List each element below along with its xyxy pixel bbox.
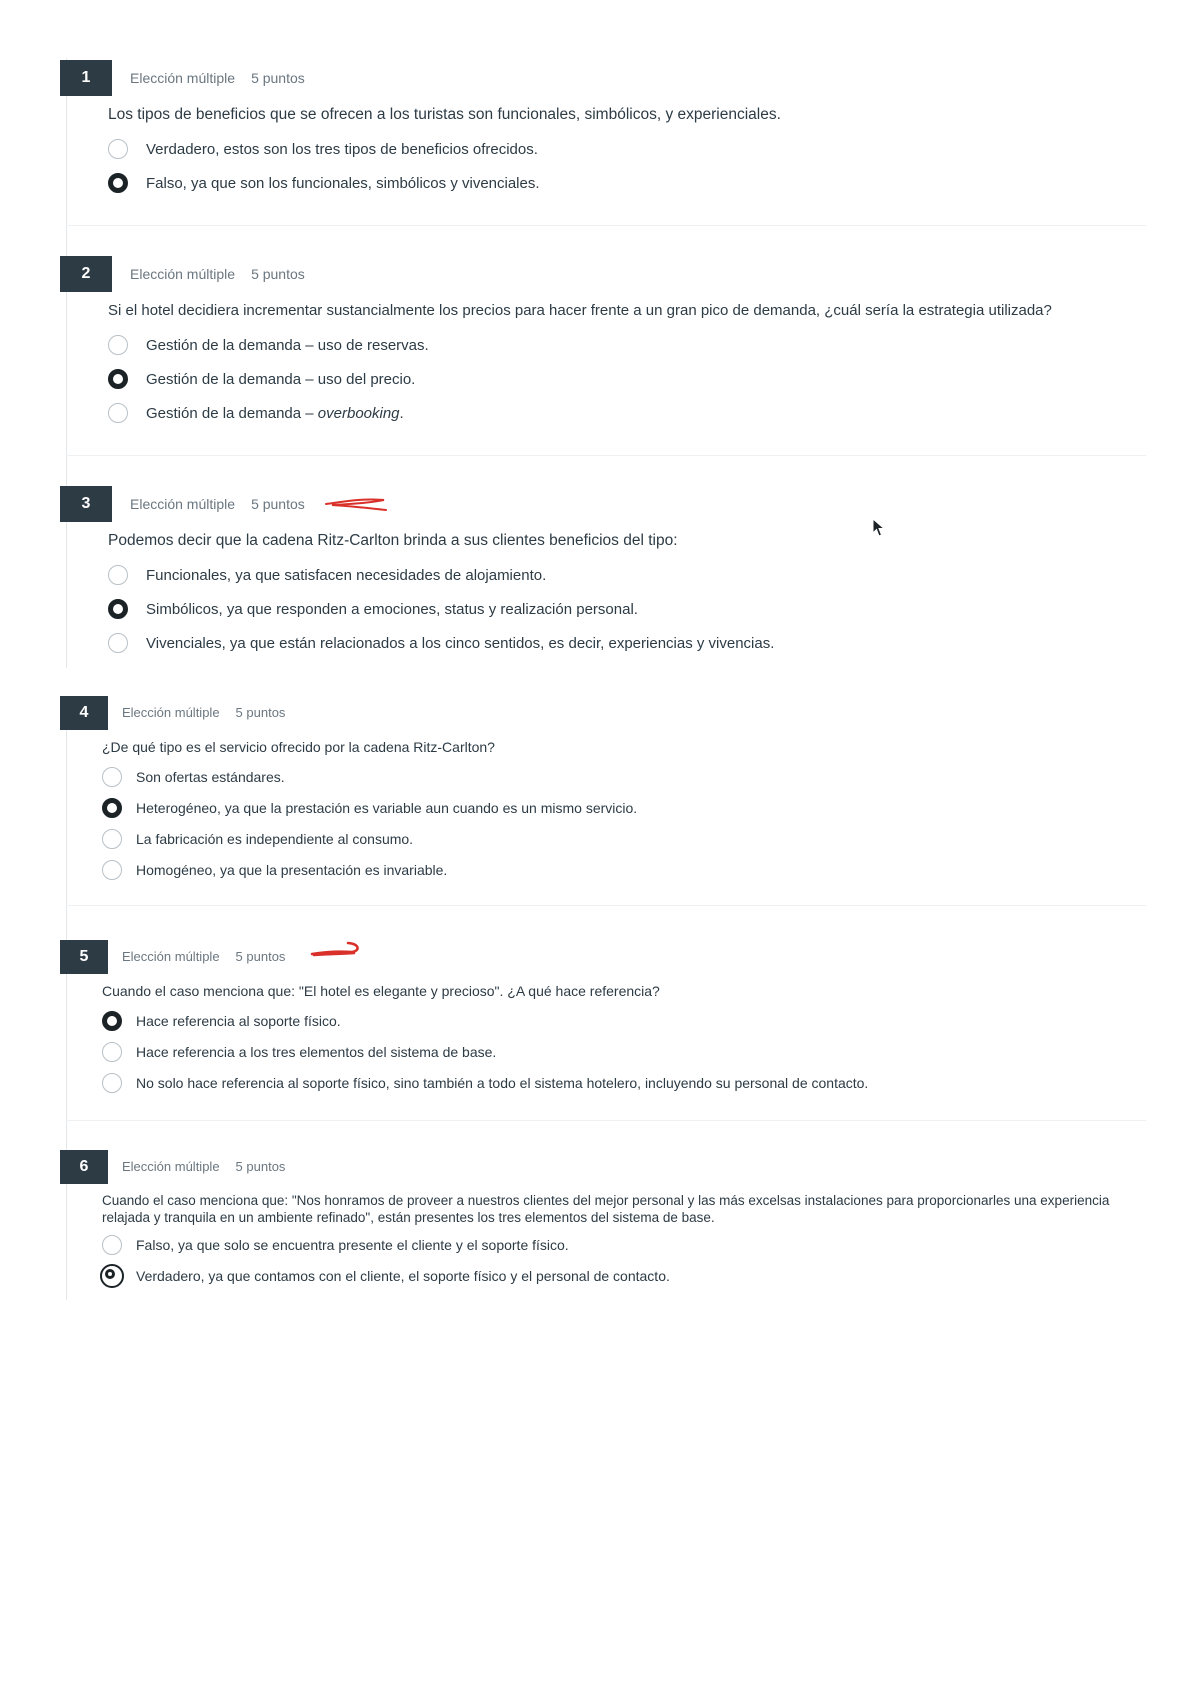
radio-button-selected[interactable] [102, 1011, 122, 1031]
radio-button[interactable] [102, 1073, 122, 1093]
question-divider [66, 225, 1146, 226]
question-type: Elección múltiple [130, 496, 236, 512]
answer-label: Gestión de la demanda – uso de reservas. [146, 336, 429, 354]
answer-option[interactable] [100, 1263, 670, 1289]
question-points: 5 puntos [251, 266, 305, 282]
question-meta [130, 266, 305, 282]
question-meta [122, 705, 285, 720]
answer-option[interactable] [102, 764, 285, 790]
question-left-border [66, 700, 67, 1300]
red-pen-annotation-icon [324, 492, 390, 514]
question-divider [66, 905, 1146, 906]
answer-option[interactable] [108, 332, 429, 358]
radio-button-selected[interactable] [108, 599, 128, 619]
answer-option[interactable] [108, 366, 415, 392]
question-number-badge: 6 [60, 1150, 108, 1184]
question-text: Cuando el caso menciona que: "Nos honramos de proveer a nuestros clientes del mejor personal y las más excelsas instalaciones para proporcionarles una experiencia relajada y tranquila en un ambiente refinado", están presentes los tres elementos del sistema de base. [102, 1193, 1110, 1225]
question-text: Cuando el caso menciona que: "El hotel es elegante y precioso". ¿A qué hace referencia? [102, 983, 660, 999]
question-type: Elección múltiple [122, 1159, 220, 1174]
question-text: ¿De qué tipo es el servicio ofrecido por la cadena Ritz-Carlton? [102, 739, 495, 755]
answer-option[interactable] [102, 826, 413, 852]
answer-option[interactable] [108, 136, 538, 162]
question-points: 5 puntos [251, 70, 305, 86]
answer-label: Falso, ya que son los funcionales, simbólicos y vivenciales. [146, 174, 540, 192]
question-meta [122, 949, 285, 964]
question-number-badge: 5 [60, 940, 108, 974]
answer-option[interactable] [102, 857, 447, 883]
question-number-badge: 4 [60, 696, 108, 730]
answer-label-suffix: . [399, 404, 404, 422]
answer-option[interactable] [108, 170, 540, 196]
answer-label: Verdadero, estos son los tres tipos de beneficios ofrecidos. [146, 140, 538, 158]
question-type: Elección múltiple [122, 705, 220, 720]
question-meta [122, 1159, 285, 1174]
answer-label: Heterogéneo, ya que la prestación es variable aun cuando es un mismo servicio. [136, 800, 638, 816]
question-divider [66, 455, 1146, 456]
radio-button[interactable] [102, 1042, 122, 1062]
question-points: 5 puntos [235, 705, 286, 720]
answer-option[interactable] [102, 1008, 341, 1034]
answer-label: Simbólicos, ya que responden a emociones, status y realización personal. [146, 600, 638, 618]
question-meta [130, 496, 305, 512]
answer-option[interactable] [108, 596, 638, 622]
question-points: 5 puntos [251, 496, 305, 512]
radio-button[interactable] [102, 829, 122, 849]
radio-button[interactable] [108, 139, 128, 159]
question-type: Elección múltiple [130, 266, 236, 282]
answer-label: Vivenciales, ya que están relacionados a los cinco sentidos, es decir, experiencias y vivencias. [146, 634, 775, 652]
answer-option[interactable] [102, 1039, 496, 1065]
radio-button-selected[interactable] [102, 798, 122, 818]
answer-label: Gestión de la demanda – uso del precio. [146, 370, 416, 388]
radio-button-selected[interactable] [108, 173, 128, 193]
answer-option[interactable] [108, 562, 546, 588]
answer-option[interactable] [102, 795, 637, 821]
radio-button[interactable] [102, 860, 122, 880]
answer-label: Son ofertas estándares. [136, 769, 285, 785]
question-divider [66, 1120, 1146, 1121]
question-meta [130, 70, 305, 86]
answer-label: Hace referencia a los tres elementos del sistema de base. [136, 1044, 497, 1060]
question-type: Elección múltiple [130, 70, 236, 86]
radio-button-selected[interactable] [108, 369, 128, 389]
answer-label: La fabricación es independiente al consumo. [136, 831, 414, 847]
answer-label: Verdadero, ya que contamos con el cliente, el soporte físico y el personal de contacto. [136, 1268, 670, 1284]
answer-option[interactable] [108, 630, 774, 656]
answer-label: Hace referencia al soporte físico. [136, 1013, 341, 1029]
question-left-border [66, 58, 67, 668]
answer-label-prefix: Gestión de la demanda – [146, 404, 318, 422]
answer-option[interactable] [102, 1070, 868, 1096]
radio-button[interactable] [108, 633, 128, 653]
question-number-badge: 2 [60, 256, 112, 292]
question-points: 5 puntos [235, 1159, 286, 1174]
answer-label: Funcionales, ya que satisfacen necesidades de alojamiento. [146, 566, 547, 584]
radio-button[interactable] [108, 403, 128, 423]
question-number-badge: 1 [60, 60, 112, 96]
radio-button[interactable] [102, 1235, 122, 1255]
answer-label: Homogéneo, ya que la presentación es invariable. [136, 862, 448, 878]
question-text: Si el hotel decidiera incrementar sustancialmente los precios para hacer frente a un gran pico de demanda, ¿cuál sería la estrategia utilizada? [108, 302, 1052, 319]
answer-label [146, 405, 404, 422]
question-points: 5 puntos [235, 949, 286, 964]
radio-button[interactable] [108, 565, 128, 585]
radio-button[interactable] [102, 767, 122, 787]
radio-button[interactable] [108, 335, 128, 355]
answer-label-emphasis: overbooking [317, 404, 400, 422]
answer-option[interactable] [108, 400, 404, 426]
answer-label: No solo hace referencia al soporte físico, sino también a todo el sistema hotelero, incluyendo su personal de contacto. [136, 1075, 869, 1091]
answer-option[interactable] [102, 1232, 569, 1258]
question-text: Los tipos de beneficios que se ofrecen a los turistas son funcionales, simbólicos, y experienciales. [108, 106, 781, 123]
radio-button-selected[interactable] [100, 1264, 124, 1288]
answer-label: Falso, ya que solo se encuentra presente el cliente y el soporte físico. [136, 1237, 569, 1253]
question-text: Podemos decir que la cadena Ritz-Carlton brinda a sus clientes beneficios del tipo: [108, 532, 678, 549]
question-type: Elección múltiple [122, 949, 220, 964]
question-number-badge: 3 [60, 486, 112, 522]
red-pen-annotation-icon [308, 938, 364, 962]
mouse-cursor-icon [872, 518, 886, 538]
